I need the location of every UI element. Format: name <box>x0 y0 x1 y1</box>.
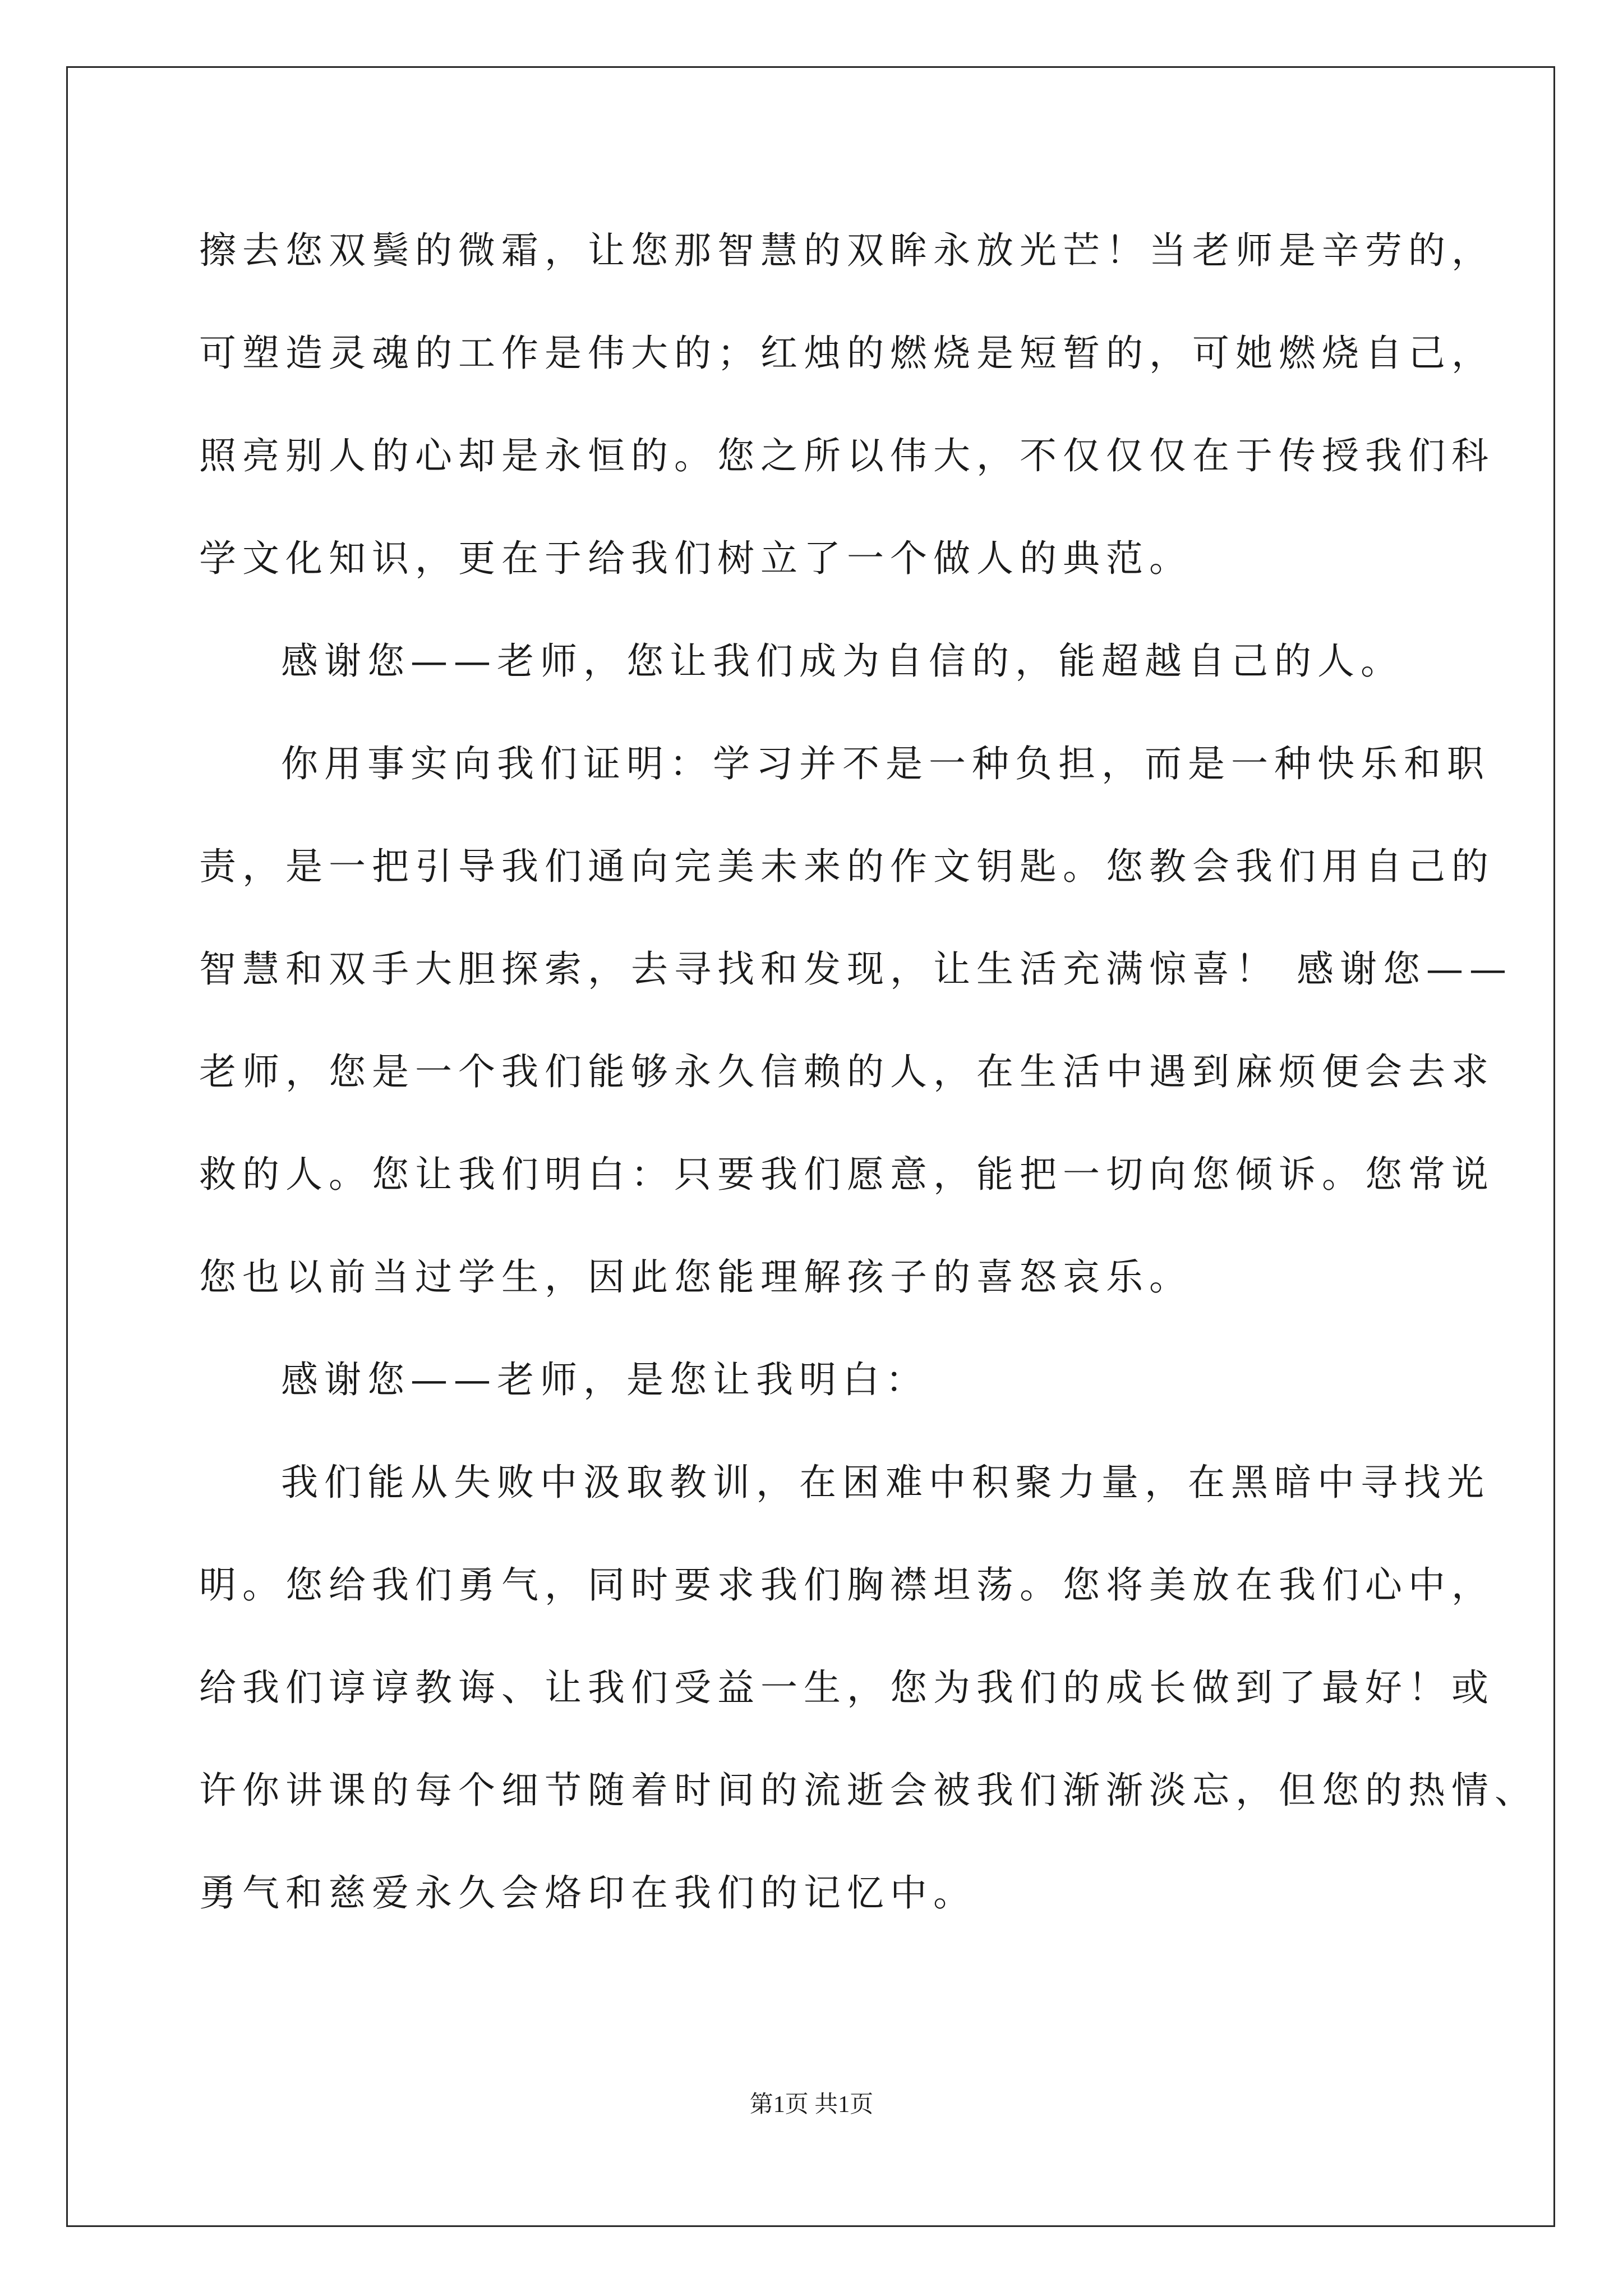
text-line: 可塑造灵魂的工作是伟大的；红烛的燃烧是短暂的，可她燃烧自己， <box>199 332 1495 375</box>
paragraph-start-line: 感谢您——老师，您让我们成为自信的，能超越自己的人。 <box>281 639 1404 683</box>
page-number-footer: 第1页 共1页 <box>749 2092 874 2118</box>
text-line: 老师，您是一个我们能够永久信赖的人，在生活中遇到麻烦便会去求 <box>199 1050 1495 1093</box>
text-line: 擦去您双鬓的微霜，让您那智慧的双眸永放光芒！当老师是辛劳的， <box>199 229 1495 272</box>
text-line: 救的人。您让我们明白：只要我们愿意，能把一切向您倾诉。您常说 <box>199 1153 1495 1196</box>
text-line: 给我们谆谆教诲、让我们受益一生，您为我们的成长做到了最好！或 <box>199 1666 1495 1709</box>
text-line: 智慧和双手大胆探索，去寻找和发现，让生活充满惊喜！ 感谢您—— <box>199 947 1513 991</box>
text-line: 明。您给我们勇气，同时要求我们胸襟坦荡。您将美放在我们心中， <box>199 1563 1495 1607</box>
text-line: 勇气和慈爱永久会烙印在我们的记忆中。 <box>199 1871 976 1915</box>
paragraph-start-line: 感谢您——老师，是您让我明白： <box>281 1358 929 1401</box>
text-line: 责，是一把引导我们通向完美未来的作文钥匙。您教会我们用自己的 <box>199 845 1495 888</box>
document-body <box>199 199 1538 1944</box>
text-line: 许你讲课的每个细节随着时间的流逝会被我们渐渐淡忘，但您的热情、 <box>199 1769 1538 1812</box>
text-line: 您也以前当过学生，因此您能理解孩子的喜怒哀乐。 <box>199 1255 1192 1299</box>
text-line: 照亮别人的心却是永恒的。您之所以伟大，不仅仅仅在于传授我们科 <box>199 434 1495 477</box>
paragraph-start-line: 我们能从失败中汲取教训，在困难中积聚力量，在黑暗中寻找光 <box>281 1461 1490 1504</box>
paragraph-start-line: 你用事实向我们证明：学习并不是一种负担，而是一种快乐和职 <box>281 742 1490 785</box>
text-line: 学文化知识，更在于给我们树立了一个做人的典范。 <box>199 537 1192 580</box>
